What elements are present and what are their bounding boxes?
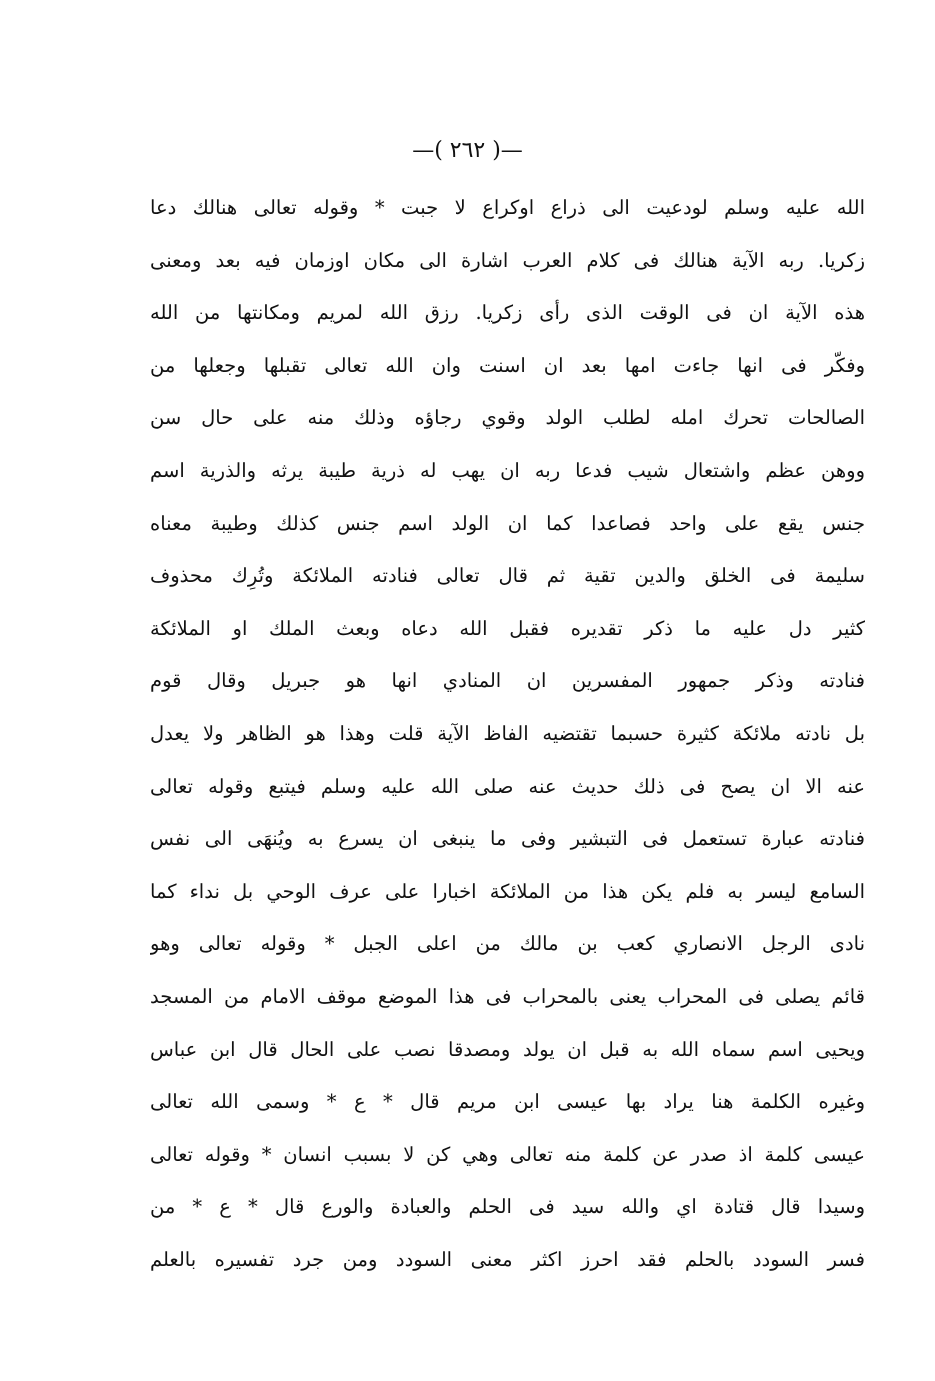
- text-line: عيسى كلمة اذ صدر عن كلمة منه تعالى وهي كن لا بسبب انسان * وقوله تعالى: [150, 1142, 865, 1166]
- text-line: جنس يقع على واحد فصاعدا كما ان الولد اسم جنس كذلك وطيبة معناه: [150, 511, 865, 535]
- text-line: عنه الا ان يصح فى ذلك حديث عنه صلى الله عليه وسلم فيتبع وقوله تعالى: [150, 774, 865, 798]
- text-line: كثير دل عليه ما ذكر تقديره فقبل الله دعاه وبعث الملك او الملائكة: [150, 616, 865, 640]
- text-line: بل نادته ملائكة كثيرة حسبما تقتضيه الفاظ الآية قلت وهذا هو الظاهر ولا يعدل: [150, 721, 865, 745]
- text-line: الصالحات تحرك امله لطلب الولد وقوي رجاؤه وذلك منه على حال سن: [150, 406, 865, 430]
- text-line: هذه الآية ان فى الوقت الذى رأى زكريا. رزق الله لمريم ومكانتها من الله: [150, 301, 865, 325]
- body-text: [150, 182, 865, 1286]
- text-line: وسيدا قال قتادة اي والله سيد فى الحلم والعبادة والورع قال * ع * من: [150, 1195, 865, 1219]
- text-line: فنادته وذكر جمهور المفسرين ان المنادي انها هو جبريل وقال قوم: [150, 669, 865, 693]
- text-line: وفكّر فى انها جاءت امها بعد ان اسنت وان الله تعالى تقبلها وجعلها من: [150, 353, 865, 377]
- text-line: ووهن عظم واشتعال شيب فدعا ربه ان يهب له ذرية طيبة يرثه والذرية اسم: [150, 458, 865, 482]
- text-line: زكريا. ربه الآية هنالك فى كلام العرب اشارة الى مكان اوزمان فيه بعد ومعنى: [150, 248, 865, 272]
- text-line: وغيره الكلمة هنا يراد بها عيسى ابن مريم قال * ع * وسمى الله تعالى: [150, 1090, 865, 1114]
- text-line: السامع ليسر به فلم يكن هذا من الملائكة اخبارا على عرف الوحي بل نداء كما: [150, 879, 865, 903]
- text-line: نادى الرجل الانصاري كعب بن مالك من اعلى الجبل * وقوله تعالى وهو: [150, 932, 865, 956]
- text-line: ويحيى اسم سماه الله به قبل ان يولد ومصدقا نصب على الحال قال ابن عباس: [150, 1037, 865, 1061]
- text-line: الله عليه وسلم لودعيت الى ذراع اوكراع لا جبت * وقوله تعالى هنالك دعا: [150, 196, 865, 219]
- page-number: —( ٢٦٢ )—: [412, 138, 523, 163]
- text-line: قائم يصلى فى المحراب يعنى بالمحراب فى هذا الموضع موقف الامام من المسجد: [150, 984, 865, 1008]
- text-line: فنادته عبارة تستعمل فى التبشير وفى ما ينبغى ان يسرع به ويُنهَى الى نفس: [150, 827, 865, 851]
- text-line: فسر السودد بالحلم فقد احرز اكثر معنى السودد ومن جرد تفسيره بالعلم: [150, 1247, 865, 1271]
- text-line: سليمة فى الخلق والدين تقية ثم قال تعالى فنادته الملائكة وتُرِك محذوف: [150, 564, 865, 588]
